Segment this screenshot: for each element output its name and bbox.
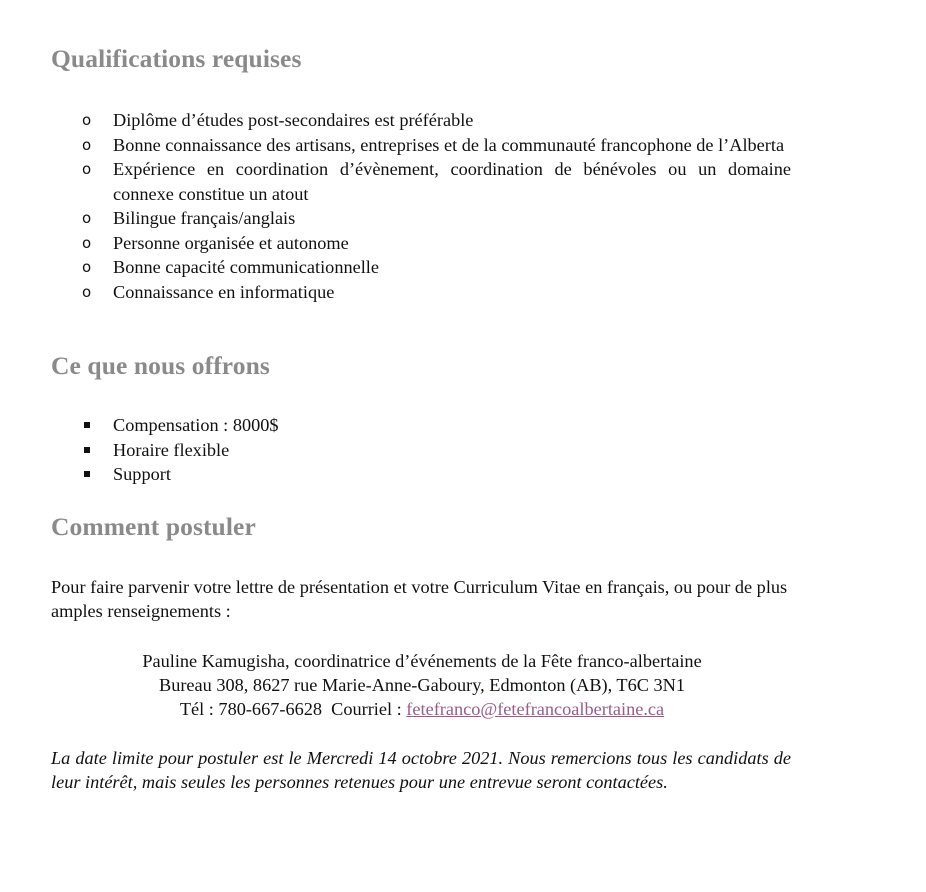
contact-address: Bureau 308, 8627 rue Marie-Anne-Gaboury, Edmonton (AB), T6C 3N1 <box>159 675 685 695</box>
circle-bullet-icon: o <box>82 160 92 178</box>
list-item <box>51 206 791 231</box>
list-item <box>51 157 791 206</box>
qualification-text: Diplôme d’études post-secondaires est préférable <box>113 110 474 130</box>
list-item <box>51 413 791 438</box>
circle-bullet-icon: o <box>82 233 92 252</box>
circle-bullet-icon: o <box>82 111 92 129</box>
circle-bullet-icon: o <box>82 282 92 301</box>
deadline-notice: La date limite pour postuler est le Mercredi 14 octobre 2021. Nous remercions tous les candidats de leur intérêt, mais seules les personnes retenues pour une entrevue seront contactées. <box>51 748 791 792</box>
offer-heading: Ce que nous offrons <box>51 351 270 380</box>
contact-phone-line <box>51 697 793 721</box>
list-item <box>51 231 791 256</box>
list-item <box>51 438 791 463</box>
qualifications-list <box>51 108 791 304</box>
apply-intro: Pour faire parvenir votre lettre de présentation et votre Curriculum Vitae en français, ou pour de plus amples renseignements : <box>51 577 788 621</box>
list-item <box>51 133 791 158</box>
circle-bullet-icon: o <box>82 135 92 154</box>
offer-text: Compensation : 8000$ <box>113 415 279 435</box>
list-item <box>51 462 791 487</box>
contact-name: Pauline Kamugisha, coordinatrice d’événements de la Fête franco-albertaine <box>142 651 702 671</box>
square-bullet-icon <box>84 471 90 477</box>
qualification-text: Bonne capacité communicationnelle <box>113 257 379 277</box>
qualification-text: Expérience en coordination d’évènement, coordination de bénévoles ou un domaine connexe constitue un atout <box>113 159 791 204</box>
qualification-text: Connaissance en informatique <box>113 281 335 302</box>
list-item <box>51 255 791 280</box>
circle-bullet-icon: o <box>82 258 92 276</box>
qualification-text: Bilingue français/anglais <box>113 208 296 228</box>
apply-heading: Comment postuler <box>51 512 256 541</box>
list-item <box>51 280 791 305</box>
contact-phone: Tél : 780-667-6628 Courriel : <box>179 699 407 719</box>
contact-block <box>51 649 793 721</box>
qualification-text: Bonne connaissance des artisans, entreprises et de la communauté francophone de l’Alberta <box>113 134 785 155</box>
circle-bullet-icon: o <box>82 209 92 227</box>
offer-text: Support <box>113 464 171 484</box>
contact-email-link[interactable]: fetefranco@fetefrancoalbertaine.ca <box>406 699 665 719</box>
offer-text: Horaire flexible <box>113 439 230 460</box>
square-bullet-icon <box>84 422 90 428</box>
offer-list <box>51 413 791 487</box>
qualification-text: Personne organisée et autonome <box>113 232 349 253</box>
list-item <box>51 108 791 133</box>
square-bullet-icon <box>84 447 90 453</box>
qualifications-heading: Qualifications requises <box>51 44 302 73</box>
